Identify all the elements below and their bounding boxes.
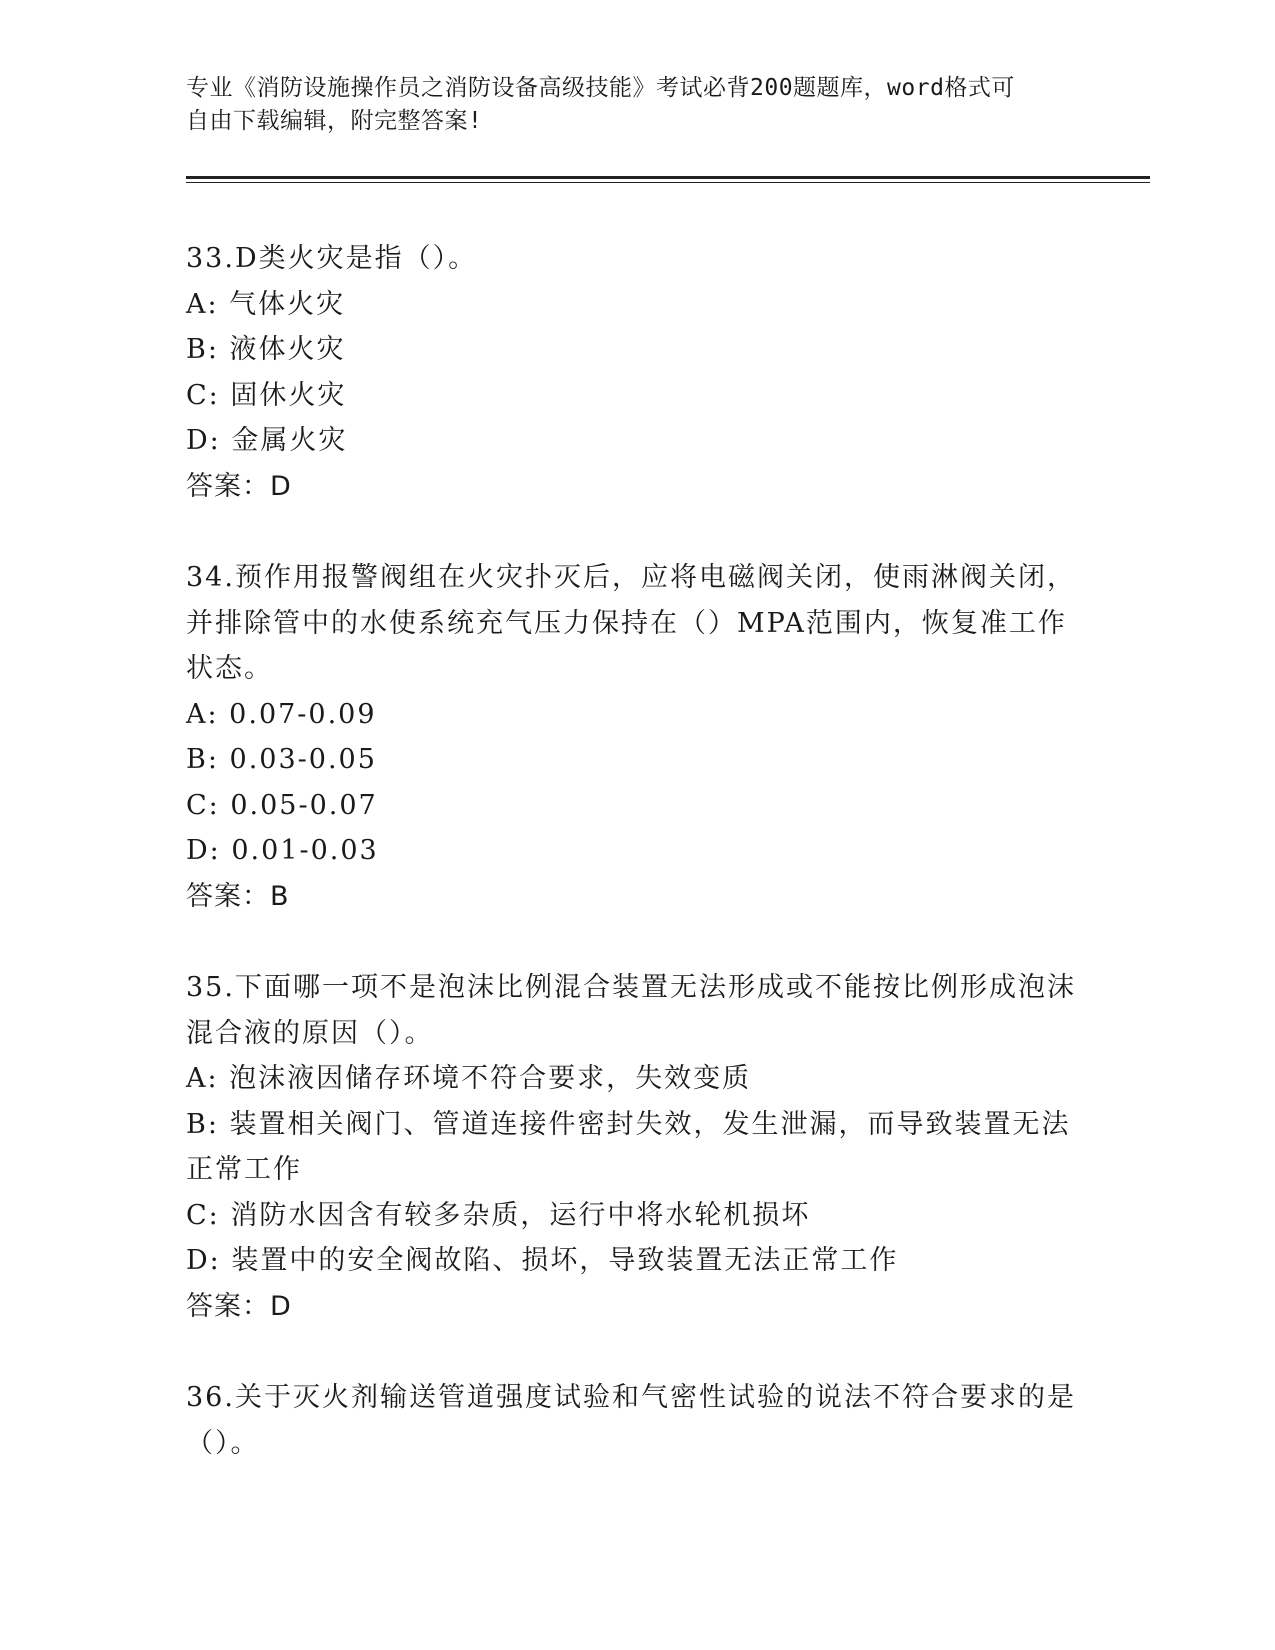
option-d: D: 0.01-0.03 <box>186 835 379 866</box>
option-c: C: 固休火灾 <box>186 379 347 411</box>
question-35 <box>186 965 1086 1329</box>
option-b: B: 液体火灾 <box>186 334 346 365</box>
option-a: A: 0.07-0.09 <box>186 698 377 730</box>
option-b: B: 0.03-0.05 <box>186 744 377 775</box>
question-stem: 33.D类火灾是指（）。 <box>186 243 478 274</box>
header-line-1: 专业《消防设施操作员之消防设备高级技能》考试必背200题题库，word格式可 <box>186 75 1015 101</box>
question-stem: 35.下面哪一项不是泡沫比例混合装置无法形成或不能按比例形成泡沫混合液的原因（）。 <box>186 972 1076 1049</box>
question-stem: 34.预作用报警阀组在火灾扑灭后，应将电磁阀关闭，使雨淋阀关闭，并排除管中的水使系统充气压力保持在（）MPA范围内，恢复准工作状态。 <box>186 562 1076 684</box>
question-33 <box>186 236 1086 509</box>
option-a: A: 泡沫液因储存环境不符合要求，失效变质 <box>186 1063 752 1094</box>
question-list <box>186 236 1086 1512</box>
question-36 <box>186 1375 1086 1466</box>
document-header <box>186 72 1086 138</box>
option-c: C: 0.05-0.07 <box>186 789 378 821</box>
question-34 <box>186 555 1086 919</box>
option-d: D: 装置中的安全阀故陷、损坏，导致装置无法正常工作 <box>186 1245 899 1276</box>
answer-text: 答案：D <box>186 1290 292 1322</box>
answer-text: 答案：D <box>186 470 292 502</box>
option-b: B: 装置相关阀门、管道连接件密封失效，发生泄漏，而导致装置无法正常工作 <box>186 1108 1071 1185</box>
option-d: D: 金属火灾 <box>186 425 348 456</box>
header-divider-thin <box>186 182 1150 183</box>
answer-text: 答案：B <box>186 880 290 912</box>
header-line-2: 自由下载编辑，附完整答案! <box>186 108 483 134</box>
question-stem: 36.关于灭火剂输送管道强度试验和气密性试验的说法不符合要求的是（）。 <box>186 1382 1076 1459</box>
option-a: A: 气体火灾 <box>186 288 346 320</box>
header-divider-thick <box>186 176 1150 179</box>
option-c: C: 消防水因含有较多杂质，运行中将水轮机损坏 <box>186 1199 811 1231</box>
